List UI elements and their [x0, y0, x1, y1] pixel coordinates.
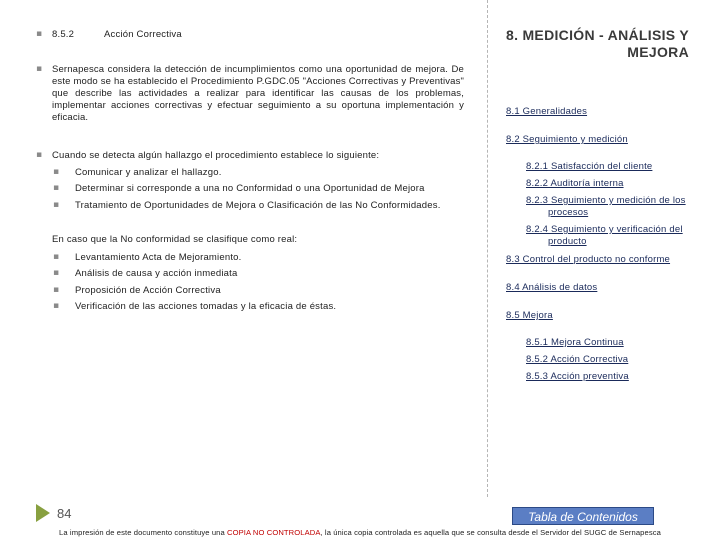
- footer-text: , la única copia controlada es aquella que se consulta desde el Servidor del SUGC de Sernapesca: [320, 528, 661, 537]
- square-bullet-icon: ▪: [53, 252, 60, 262]
- toc-link-8-4[interactable]: 8.4 Análisis de datos: [506, 282, 598, 293]
- square-bullet-icon: ▪: [53, 183, 60, 193]
- list-item: Comunicar y analizar el hallazgo.: [75, 167, 222, 178]
- square-bullet-icon: ▪: [36, 150, 43, 160]
- toc-link-8-1[interactable]: 8.1 Generalidades: [506, 106, 588, 117]
- footer-text: La impresión de este documento constituye una: [59, 528, 228, 537]
- list-item: Análisis de causa y acción inmediata: [75, 268, 238, 279]
- toc-link-8-2-3-cont[interactable]: procesos: [548, 207, 589, 218]
- toc-link-8-2-2[interactable]: 8.2.2 Auditoría interna: [526, 178, 624, 189]
- toc-link-8-2-3[interactable]: 8.2.3 Seguimiento y medición de los: [526, 195, 686, 206]
- list-item: Levantamiento Acta de Mejoramiento.: [75, 252, 242, 263]
- square-bullet-icon: ▪: [53, 167, 60, 177]
- toc-title-line: 8. MEDICIÓN - ANÁLISIS Y: [506, 27, 689, 43]
- square-bullet-icon: ▪: [53, 200, 60, 210]
- footer-disclaimer: [0, 528, 720, 537]
- toc-link-8-2-1[interactable]: 8.2.1 Satisfacción del cliente: [526, 161, 653, 172]
- play-arrow-icon[interactable]: [36, 504, 50, 522]
- square-bullet-icon: ▪: [36, 29, 43, 39]
- list-item: Determinar si corresponde a una no Conformidad o una Oportunidad de Mejora: [75, 183, 425, 194]
- list-item: Tratamiento de Oportunidades de Mejora o Clasificación de las No Conformidades.: [75, 200, 441, 211]
- section-number: 8.5.2: [52, 29, 75, 40]
- section-name: Acción Correctiva: [104, 29, 182, 40]
- toc-title: [459, 27, 689, 61]
- toc-link-8-5-3[interactable]: 8.5.3 Acción preventiva: [526, 371, 629, 382]
- real-nc-intro: En caso que la No conformidad se clasifique como real:: [52, 234, 298, 245]
- toc-link-8-5-1[interactable]: 8.5.1 Mejora Continua: [526, 337, 624, 348]
- list-item: Proposición de Acción Correctiva: [75, 285, 221, 296]
- square-bullet-icon: ▪: [53, 285, 60, 295]
- list-item: Verificación de las acciones tomadas y la eficacia de éstas.: [75, 301, 337, 312]
- toc-link-8-2-4[interactable]: 8.2.4 Seguimiento y verificación del: [526, 224, 683, 235]
- column-divider: [487, 0, 488, 497]
- toc-link-8-3[interactable]: 8.3 Control del producto no conforme: [506, 254, 671, 265]
- square-bullet-icon: ▪: [53, 268, 60, 278]
- toc-title-line: MEJORA: [627, 44, 689, 60]
- page-number: 84: [57, 506, 72, 521]
- table-of-contents-button[interactable]: Tabla de Contenidos: [512, 507, 654, 525]
- footer-highlight: COPIA NO CONTROLADA: [227, 528, 321, 537]
- toc-link-8-5-2[interactable]: 8.5.2 Acción Correctiva: [526, 354, 629, 365]
- toc-link-8-2[interactable]: 8.2 Seguimiento y medición: [506, 134, 628, 145]
- toc-link-8-5[interactable]: 8.5 Mejora: [506, 310, 553, 321]
- square-bullet-icon: ▪: [53, 301, 60, 311]
- intro-paragraph: Sernapesca considera la detección de incumplimientos como una oportunidad de mejora. De este modo se ha establecido el Procedimiento P.GDC.05 "Acciones Correctivas y Preventivas" que describe las actividades a realizar para identificar las causas de los problemas, implementar acciones correctivas y efectuar seguimiento a su oportuna implementación y eficacia.: [52, 64, 464, 123]
- procedure-intro: Cuando se detecta algún hallazgo el procedimiento establece lo siguiente:: [52, 150, 380, 161]
- square-bullet-icon: ▪: [36, 64, 43, 74]
- toc-link-8-2-4-cont[interactable]: producto: [548, 236, 587, 247]
